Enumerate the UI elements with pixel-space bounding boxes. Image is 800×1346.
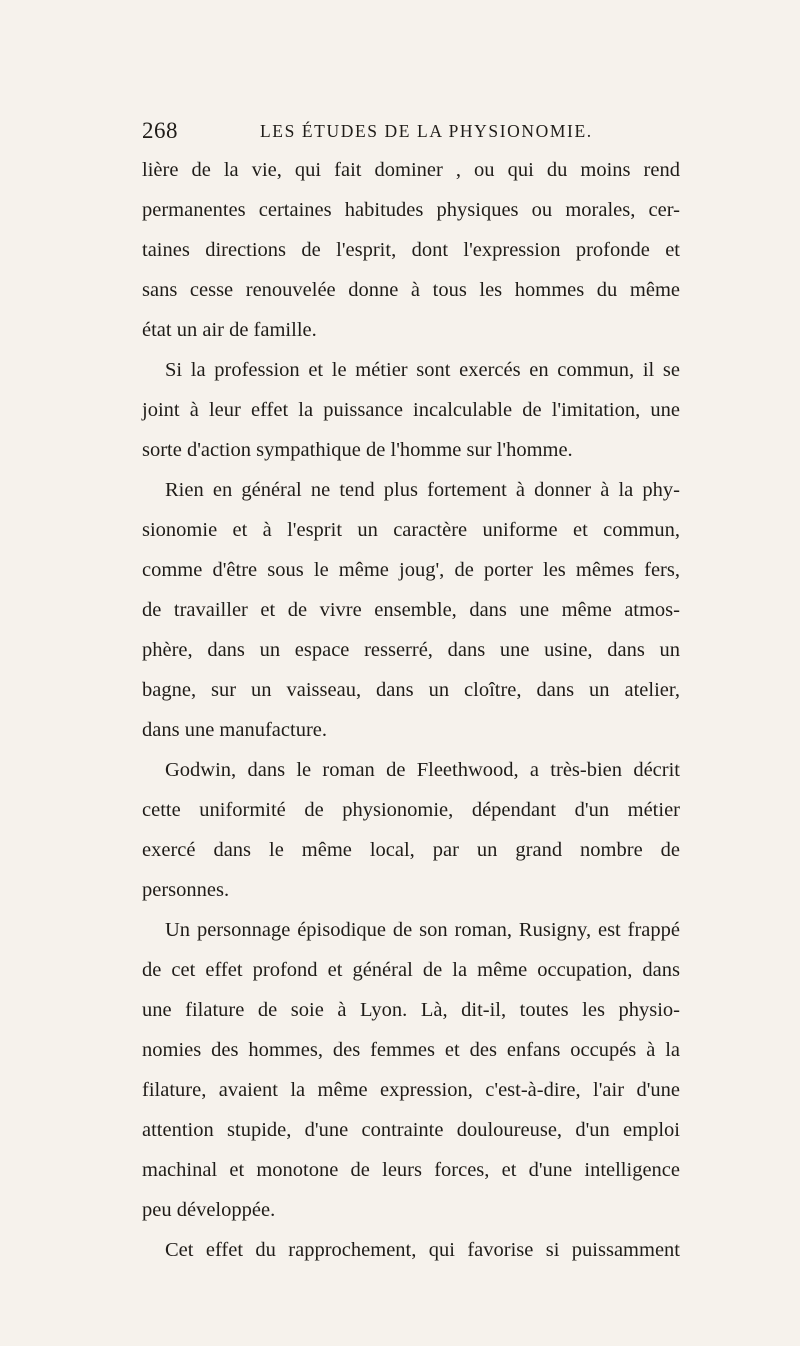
- text-line: Cet effet du rapprochement, qui favorise si puissamment: [165, 1239, 680, 1261]
- text-line: bagne, sur un vaisseau, dans un cloître, dans un atelier,: [142, 679, 680, 701]
- body-text: [142, 150, 680, 1270]
- text-line: une filature de soie à Lyon. Là, dit-il, toutes les physio-: [142, 999, 680, 1021]
- text-line: comme d'être sous le même joug', de porter les mêmes fers,: [142, 559, 680, 581]
- text-line: taines directions de l'esprit, dont l'expression profonde et: [142, 239, 680, 261]
- text-line: joint à leur effet la puissance incalculable de l'imitation, une: [142, 399, 680, 421]
- text-line: Godwin, dans le roman de Fleethwood, a très-bien décrit: [165, 759, 680, 781]
- text-line: permanentes certaines habitudes physiques ou morales, cer-: [142, 199, 680, 221]
- text-line: filature, avaient la même expression, c'est-à-dire, l'air d'une: [142, 1079, 680, 1101]
- running-title: LES ÉTUDES DE LA PHYSIONOMIE.: [260, 121, 593, 141]
- paragraph: [142, 910, 680, 1230]
- text-line: personnes.: [142, 879, 230, 901]
- paragraph: [142, 150, 680, 350]
- text-line: lière de la vie, qui fait dominer , ou qui du moins rend: [142, 159, 680, 181]
- text-line: sans cesse renouvelée donne à tous les hommes du même: [142, 279, 680, 301]
- text-line: sionomie et à l'esprit un caractère uniforme et commun,: [142, 519, 680, 541]
- text-line: de travailler et de vivre ensemble, dans une même atmos-: [142, 599, 680, 621]
- page-number: 268: [142, 118, 178, 143]
- paragraph: [142, 750, 680, 910]
- text-line: machinal et monotone de leurs forces, et d'une intelligence: [142, 1159, 680, 1181]
- text-line: peu développée.: [142, 1199, 276, 1221]
- text-line: Si la profession et le métier sont exercés en commun, il se: [165, 359, 680, 381]
- text-line: de cet effet profond et général de la même occupation, dans: [142, 959, 680, 981]
- text-line: nomies des hommes, des femmes et des enfans occupés à la: [142, 1039, 680, 1061]
- text-line: Rien en général ne tend plus fortement à donner à la phy-: [165, 479, 680, 501]
- paragraph: [142, 470, 680, 750]
- text-line: état un air de famille.: [142, 319, 317, 341]
- text-line: dans une manufacture.: [142, 719, 327, 741]
- text-line: exercé dans le même local, par un grand nombre de: [142, 839, 680, 861]
- text-line: Un personnage épisodique de son roman, Rusigny, est frappé: [165, 919, 680, 941]
- text-line: phère, dans un espace resserré, dans une usine, dans un: [142, 639, 680, 661]
- page-header: [142, 112, 680, 152]
- paragraph: [142, 1230, 680, 1270]
- text-line: cette uniformité de physionomie, dépendant d'un métier: [142, 799, 680, 821]
- text-line: attention stupide, d'une contrainte douloureuse, d'un emploi: [142, 1119, 680, 1141]
- paragraph: [142, 350, 680, 470]
- text-line: sorte d'action sympathique de l'homme sur l'homme.: [142, 439, 573, 461]
